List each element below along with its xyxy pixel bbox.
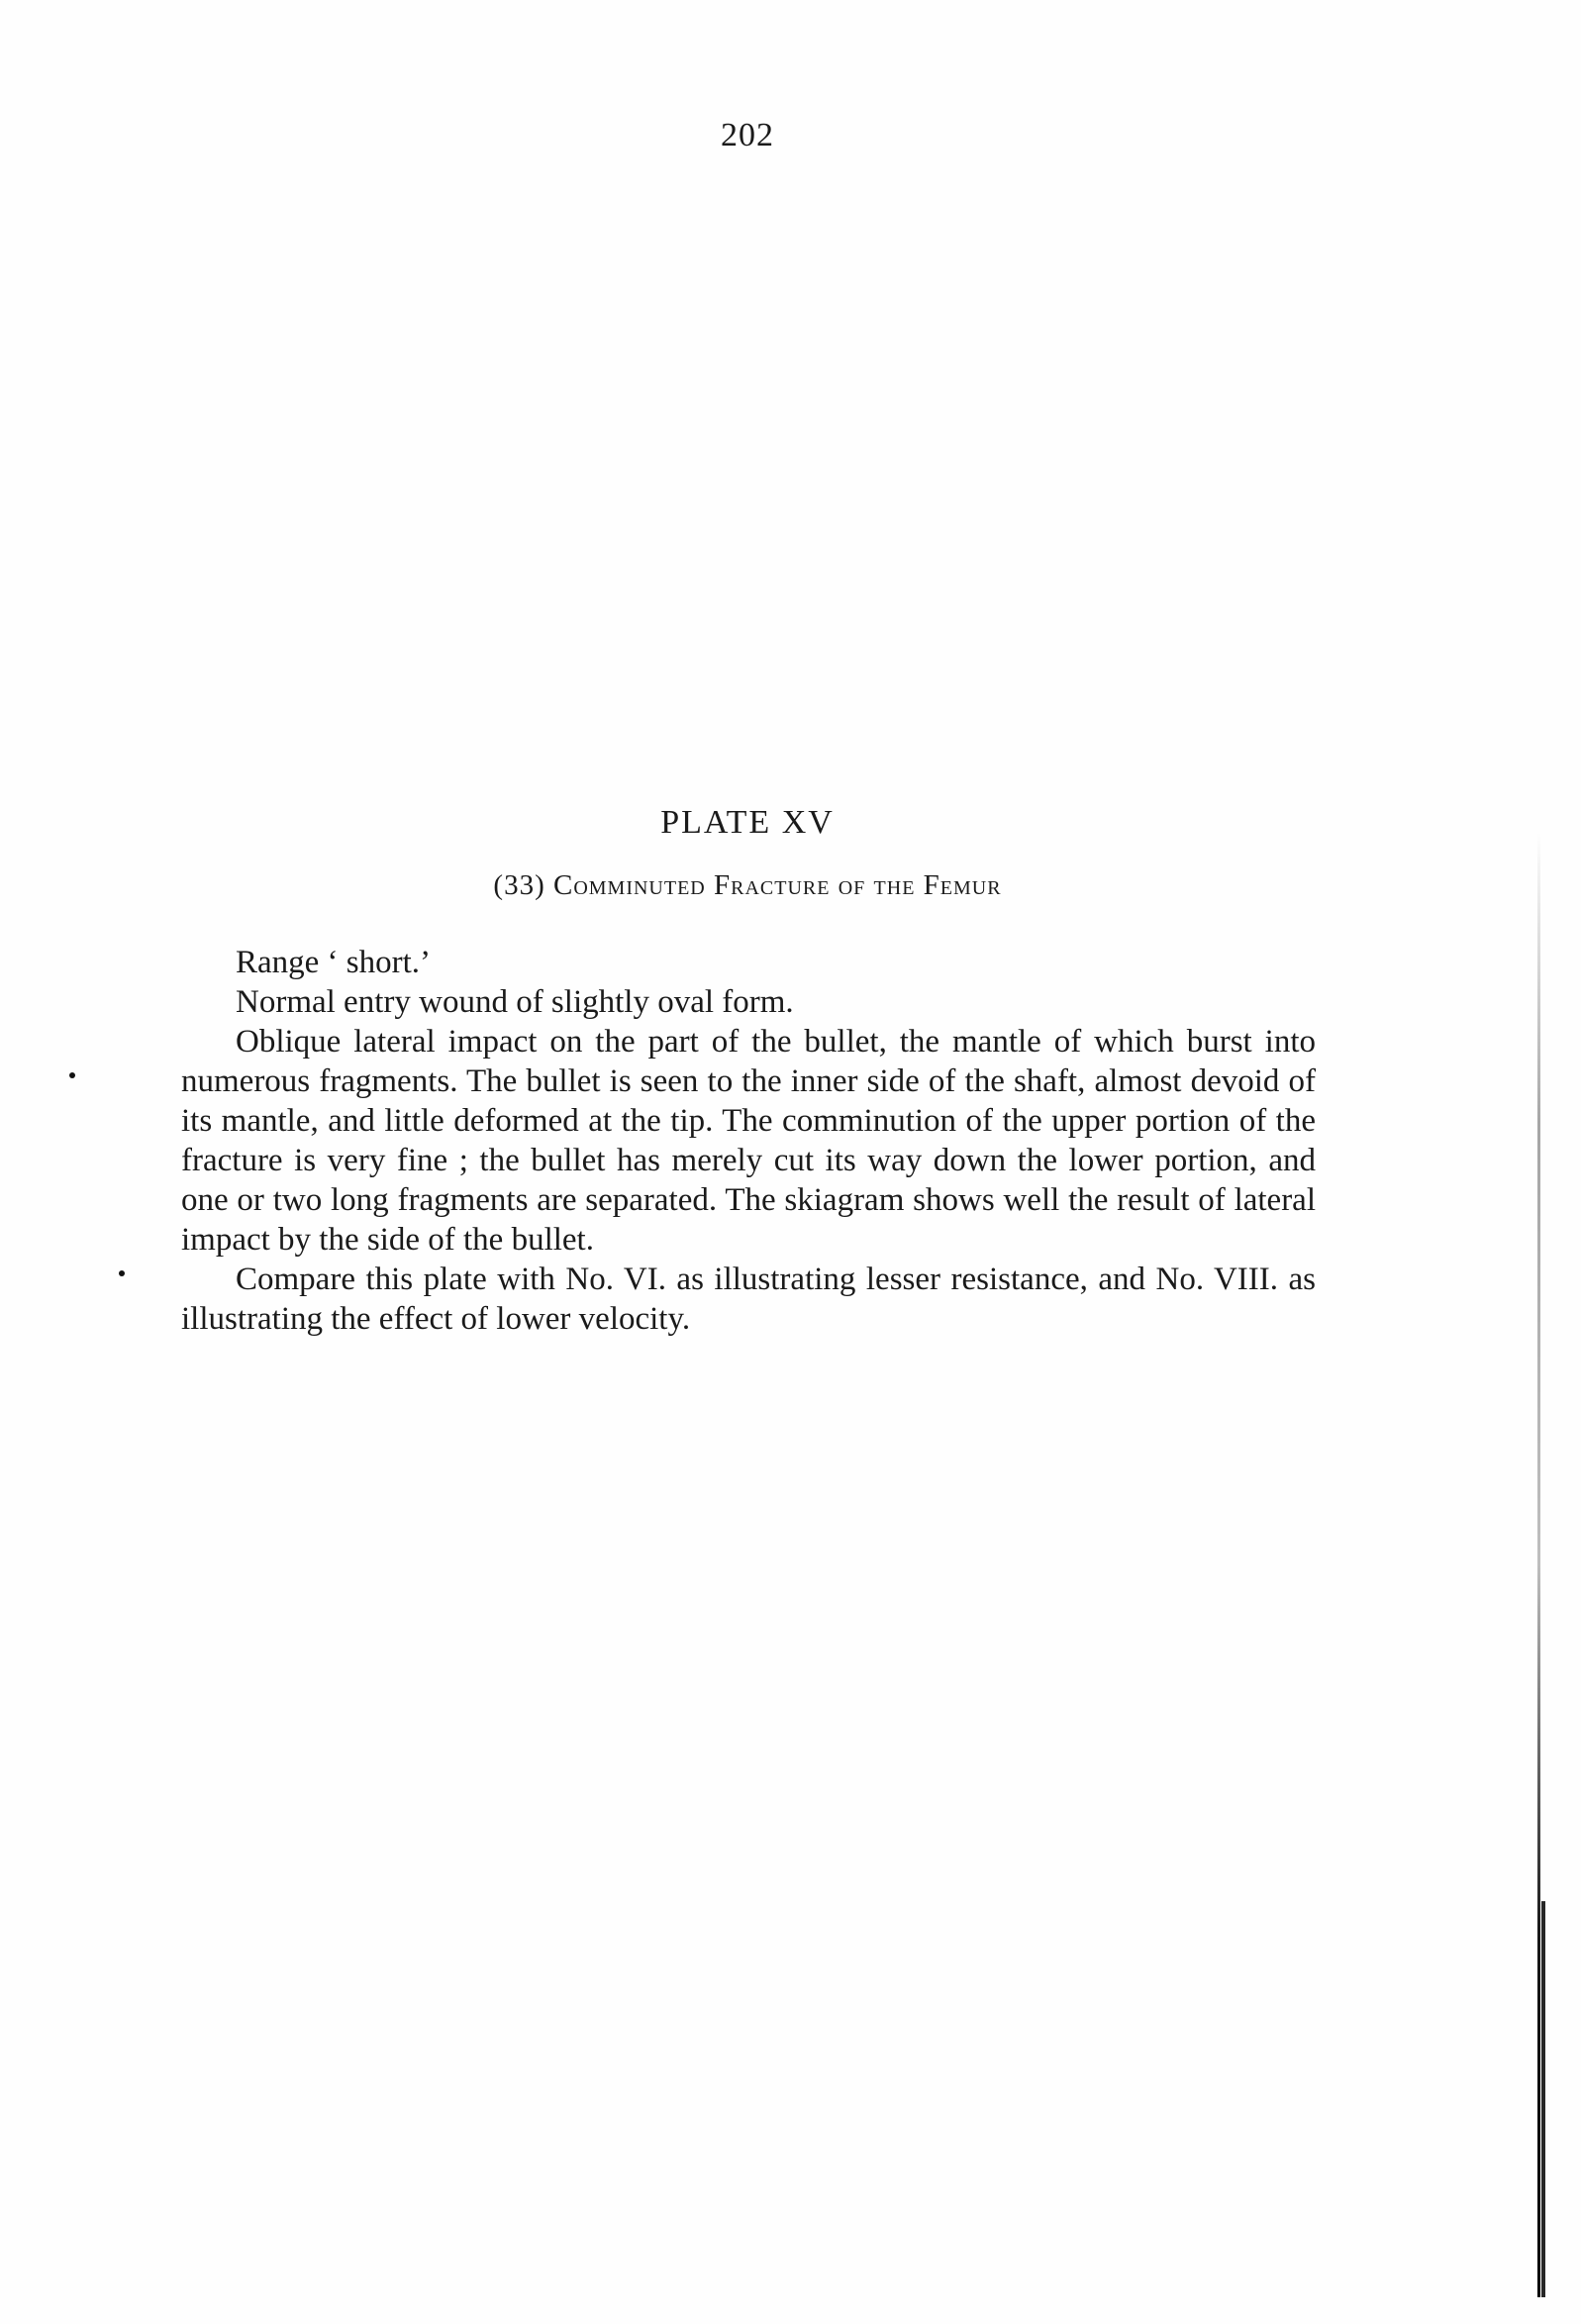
- paragraph-range: Range ‘ short.’: [236, 945, 432, 980]
- scan-edge-artifact-dark: [1541, 1901, 1545, 2297]
- paragraph-impact-description: Oblique lateral impact on the part of the bullet, the mantle of which burst into numerous fragments. The bullet is seen to the inner side of the shaft, almost devoid of its mantle, and little deformed at the tip. The comminution of the upper portion of the fracture is very fine ; the bullet has merely cut its way down the lower portion, and one or two long fragments are separated. The skiagram shows well the result of lateral impact by the side of the bullet.: [181, 1024, 1316, 1258]
- scan-edge-artifact: [1537, 832, 1540, 2297]
- plate-subtitle: (33) Comminuted Fracture of the Femur: [493, 869, 1002, 901]
- page-number: 202: [721, 117, 774, 153]
- body-text: [181, 943, 1316, 1339]
- plate-title: PLATE XV: [660, 804, 835, 841]
- paragraph-comparison: Compare this plate with No. VI. as illustrating lesser resistance, and No. VIII. as illustrating the effect of lower velocity.: [181, 1262, 1316, 1337]
- paragraph-entry-wound: Normal entry wound of slightly oval form.: [236, 984, 794, 1020]
- scan-speck: [119, 1270, 125, 1276]
- scan-speck: [69, 1072, 75, 1078]
